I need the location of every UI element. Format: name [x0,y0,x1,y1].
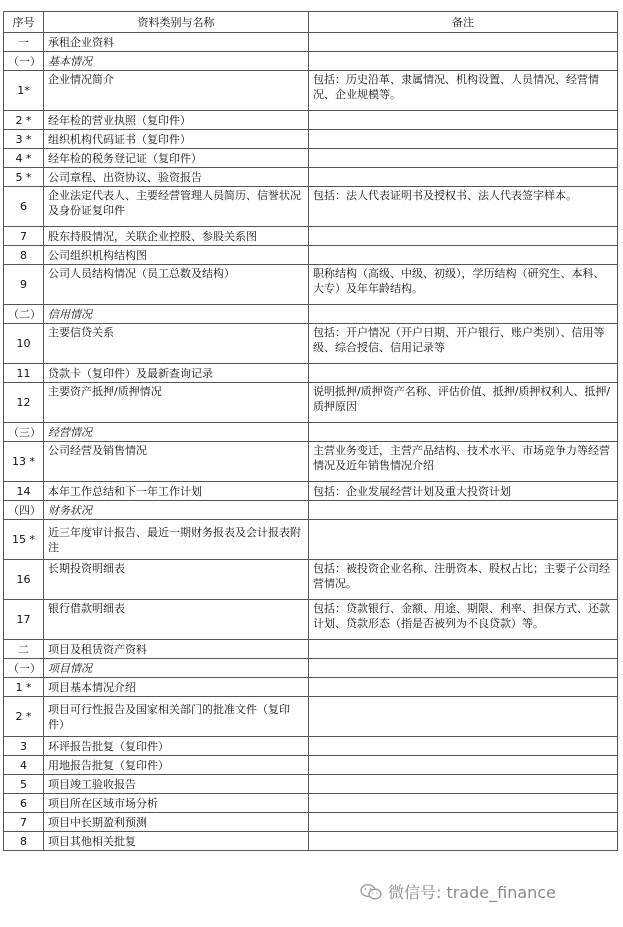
item-note: 包括：历史沿革、隶属情况、机构设置、人员情况、经营情况、企业规模等。 [309,71,618,111]
section-title: 财务状况 [44,501,309,520]
item-note: 职称结构（高级、中级、初级），学历结构（研究生、本科、大专）及年年龄结构。 [309,265,618,305]
item-note [309,52,618,71]
item-name: 环评报告批复（复印件） [44,737,309,756]
item-name: 企业法定代表人、主要经营管理人员简历、信誉状况及身份证复印件 [44,187,309,227]
item-name: 企业情况简介 [44,71,309,111]
table-row [4,364,618,383]
item-note [309,775,618,794]
item-note: 包括：被投资企业名称、注册资本、股权占比；主要子公司经营情况。 [309,560,618,600]
table-row [4,168,618,187]
item-note [309,659,618,678]
item-name: 经年检的税务登记证（复印件） [44,149,309,168]
item-note [309,813,618,832]
section-title: 经营情况 [44,423,309,442]
row-number: （一） [4,659,44,678]
item-note: 主营业务变迁，主营产品结构、技术水平、市场竞争力等经营情况及近年销售情况介绍 [309,442,618,482]
item-name: 银行借款明细表 [44,600,309,640]
table-row [4,187,618,227]
row-number: 16 [4,560,44,600]
item-note [309,149,618,168]
row-number: 2 * [4,697,44,737]
item-name: 贷款卡（复印件）及最新查询记录 [44,364,309,383]
table-row [4,832,618,851]
item-note [309,130,618,149]
table-row [4,442,618,482]
item-note [309,33,618,52]
row-number: 8 [4,832,44,851]
table-row [4,130,618,149]
item-name: 公司经营及销售情况 [44,442,309,482]
item-note [309,640,618,659]
table-row [4,227,618,246]
table-row [4,560,618,600]
row-number: 二 [4,640,44,659]
row-number: （四） [4,501,44,520]
row-number: 1 * [4,678,44,697]
table-row [4,305,618,324]
table-row [4,640,618,659]
row-number: 一 [4,33,44,52]
header-note: 备注 [309,12,618,33]
table-row [4,697,618,737]
row-number: 5 [4,775,44,794]
item-note [309,832,618,851]
item-name: 项目所在区域市场分析 [44,794,309,813]
item-name: 用地报告批复（复印件） [44,756,309,775]
row-number: 9 [4,265,44,305]
row-number: 10 [4,324,44,364]
table-row [4,659,618,678]
row-number: 15 * [4,520,44,560]
wechat-icon [360,883,382,901]
row-number: 11 [4,364,44,383]
item-note [309,246,618,265]
section-title: 项目及租赁资产资料 [44,640,309,659]
row-number: 4 [4,756,44,775]
item-note: 包括：贷款银行、金额、用途、期限、利率、担保方式、还款计划、贷款形态（指是否被列为不良贷款）等。 [309,600,618,640]
row-number: 12 [4,383,44,423]
table-row [4,794,618,813]
item-note [309,794,618,813]
item-note [309,501,618,520]
header-name: 资料类别与名称 [44,12,309,33]
item-note [309,520,618,560]
row-number: 6 [4,794,44,813]
item-note: 包括：法人代表证明书及授权书、法人代表签字样本。 [309,187,618,227]
item-name: 主要信贷关系 [44,324,309,364]
table-row [4,149,618,168]
section-title: 项目情况 [44,659,309,678]
row-number: 5 * [4,168,44,187]
item-name: 项目可行性报告及国家相关部门的批准文件（复印件） [44,697,309,737]
table-row [4,737,618,756]
section-title: 信用情况 [44,305,309,324]
row-number: 3 [4,737,44,756]
table-row [4,501,618,520]
item-name: 公司组织机构结构图 [44,246,309,265]
item-note [309,423,618,442]
row-number: 2 * [4,111,44,130]
item-note [309,756,618,775]
item-note [309,111,618,130]
item-name: 项目基本情况介绍 [44,678,309,697]
watermark [360,880,556,903]
table-row [4,423,618,442]
section-title: 基本情况 [44,52,309,71]
row-number: 14 [4,482,44,501]
header-num: 序号 [4,12,44,33]
item-note: 包括：企业发展经营计划及重大投资计划 [309,482,618,501]
item-name: 长期投资明细表 [44,560,309,600]
row-number: 8 [4,246,44,265]
table-row [4,383,618,423]
row-number: （二） [4,305,44,324]
table-row [4,678,618,697]
materials-table [3,11,618,851]
item-note [309,364,618,383]
row-number: （一） [4,52,44,71]
item-name: 项目竣工验收报告 [44,775,309,794]
item-name: 公司章程、出资协议、验资报告 [44,168,309,187]
table-row [4,756,618,775]
watermark-text: 微信号: trade_finance [388,883,556,902]
item-name: 项目中长期盈利预测 [44,813,309,832]
item-name: 经年检的营业执照（复印件） [44,111,309,130]
table-row [4,71,618,111]
item-note [309,168,618,187]
item-note [309,737,618,756]
table-row [4,520,618,560]
item-note: 说明抵押/质押资产名称、评估价值、抵押/质押权利人、抵押/质押原因 [309,383,618,423]
item-note [309,305,618,324]
item-note: 包括：开户情况（开户日期、开户银行、账户类别）、信用等级、综合授信、信用记录等 [309,324,618,364]
row-number: 13 * [4,442,44,482]
table-row [4,265,618,305]
row-number: 4 * [4,149,44,168]
item-name: 股东持股情况，关联企业控股、参股关系图 [44,227,309,246]
table-row [4,600,618,640]
item-name: 公司人员结构情况（员工总数及结构） [44,265,309,305]
item-note [309,697,618,737]
table-row [4,111,618,130]
table-row [4,246,618,265]
item-name: 主要资产抵押/质押情况 [44,383,309,423]
section-title: 承租企业资料 [44,33,309,52]
item-name: 组织机构代码证书（复印件） [44,130,309,149]
item-name: 本年工作总结和下一年工作计划 [44,482,309,501]
item-note [309,227,618,246]
row-number: 3 * [4,130,44,149]
item-name: 近三年度审计报告、最近一期财务报表及会计报表附注 [44,520,309,560]
row-number: 7 [4,227,44,246]
table-row [4,52,618,71]
table-row [4,813,618,832]
row-number: （三） [4,423,44,442]
row-number: 7 [4,813,44,832]
row-number: 17 [4,600,44,640]
table-row [4,324,618,364]
table-row [4,775,618,794]
row-number: 1* [4,71,44,111]
item-note [309,678,618,697]
row-number: 6 [4,187,44,227]
table-row [4,482,618,501]
table-row [4,33,618,52]
item-name: 项目其他相关批复 [44,832,309,851]
table-header-row [4,12,618,33]
